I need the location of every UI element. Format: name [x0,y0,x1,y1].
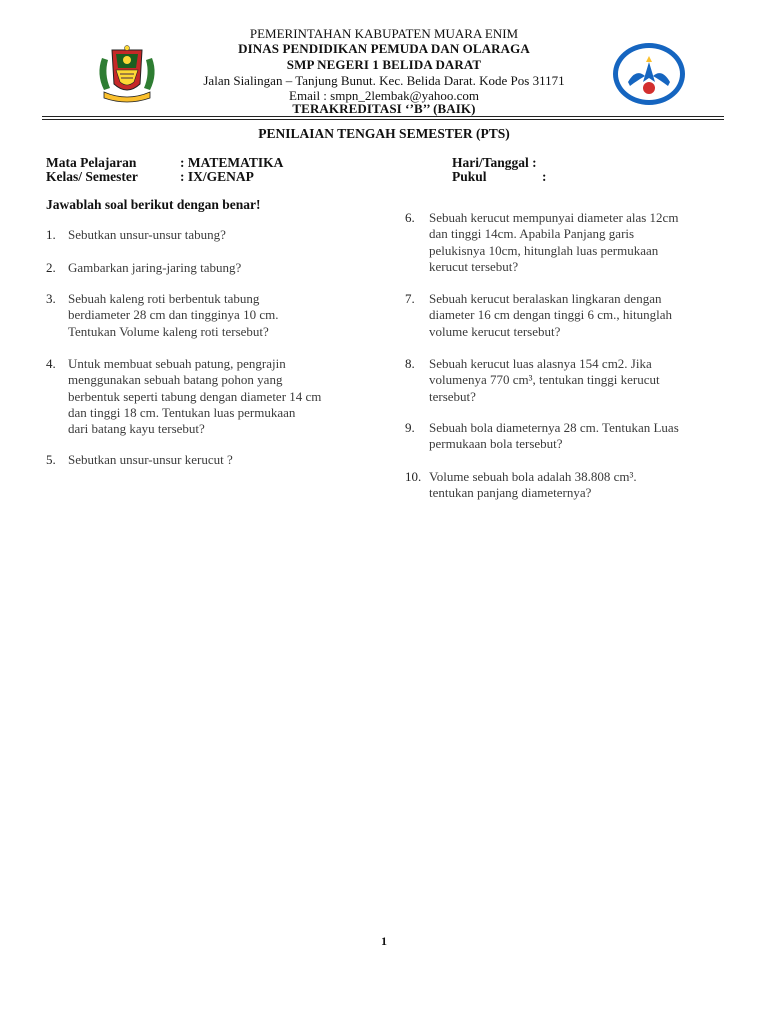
question-item [46,227,386,243]
class-value: : IX/GENAP [180,169,254,184]
subject-label: Mata Pelajaran [46,155,137,170]
question-item [46,452,386,468]
question-text [68,227,226,243]
question-number: 1. [46,227,56,242]
question-item [405,291,745,340]
header-government: PEMERINTAHAN KABUPATEN MUARA ENIM [249,26,519,41]
instruction: Jawablah soal berikut dengan benar! [46,197,261,212]
question-item [405,469,745,502]
question-line: kerucut tersebut? [429,258,519,274]
question-number: 9. [405,420,415,435]
question-line: Sebutkan unsur-unsur tabung? [68,227,226,242]
question-line: Tentukan Volume kaleng roti tersebut? [68,323,269,339]
question-text [429,469,637,502]
question-line: dan tinggi 18 cm. Tentukan luas permukaan [68,404,296,420]
question-line: dan tinggi 14cm. Apabila Panjang garis [429,226,635,242]
question-text [429,356,660,405]
header-rule-top [42,116,724,117]
header-accreditation: TERAKREDITASI ‘’B’’ (BAIK) [292,101,476,116]
question-line: Gambarkan jaring-jaring tabung? [68,260,242,275]
question-line: Sebuah kaleng roti berbentuk tabung [68,291,260,306]
question-number: 6. [405,210,415,225]
header-department: DINAS PENDIDIKAN PEMUDA DAN OLARAGA [238,41,530,56]
question-number: 2. [46,260,56,275]
question-item [405,356,745,405]
question-number: 7. [405,291,415,306]
question-line: permukaan bola tersebut? [429,436,563,452]
question-line: menggunakan sebuah batang pohon yang [68,372,283,388]
question-item [46,291,386,340]
class-label: Kelas/ Semester [46,169,138,184]
question-text [68,291,278,340]
question-text [68,260,241,276]
question-line: berbentuk seperti tabung dengan diameter 14 cm [68,388,322,404]
question-text [429,420,679,453]
question-line: pelukisnya 10cm, hitunglah luas permukaan [429,242,659,258]
header-rule-bottom [42,119,724,120]
question-number: 5. [46,452,56,467]
question-item [405,420,745,453]
question-line: volume kerucut tersebut? [429,323,561,339]
page-number: 1 [381,934,387,948]
time-label: Pukul [452,169,487,184]
question-text [429,291,672,340]
question-line: tersebut? [429,388,476,404]
question-item [46,356,386,438]
question-item [405,210,745,275]
day-date-label: Hari/Tanggal : [452,155,537,170]
question-line: dari batang kayu tersebut? [68,421,205,437]
header-email: Email : smpn_2lembak@yahoo.com [289,88,479,103]
question-text [68,356,321,437]
question-number: 8. [405,356,415,371]
time-colon: : [542,169,547,184]
question-line: Untuk membuat sebuah patung, pengrajin [68,356,286,371]
question-line: volumenya 770 cm³, tentukan tinggi kerucut [429,372,660,388]
question-line: Volume sebuah bola adalah 38.808 cm³. [429,469,637,484]
question-item [46,260,386,276]
question-number: 10. [405,469,422,484]
question-line: Sebuah kerucut luas alasnya 154 cm2. Jika [429,356,652,371]
subject-value: : MATEMATIKA [180,155,284,170]
question-line: Sebutkan unsur-unsur kerucut ? [68,452,233,467]
question-line: Sebuah kerucut beralaskan lingkaran dengan [429,291,662,306]
question-line: tentukan panjang diameternya? [429,485,592,501]
exam-title: PENILAIAN TENGAH SEMESTER (PTS) [258,126,510,141]
question-line: Sebuah bola diameternya 28 cm. Tentukan Luas [429,420,679,435]
question-number: 3. [46,291,56,306]
header-address: Jalan Sialingan – Tanjung Bunut. Kec. Belida Darat. Kode Pos 31171 [203,73,565,88]
question-line: berdiameter 28 cm dan tingginya 10 cm. [68,307,279,323]
question-line: diameter 16 cm dengan tinggi 6 cm., hitunglah [429,307,672,323]
question-number: 4. [46,356,56,371]
question-text [68,452,233,468]
header-school-name: SMP NEGERI 1 BELIDA DARAT [286,57,482,72]
question-line: Sebuah kerucut mempunyai diameter alas 12cm [429,210,679,225]
question-text [429,210,678,275]
